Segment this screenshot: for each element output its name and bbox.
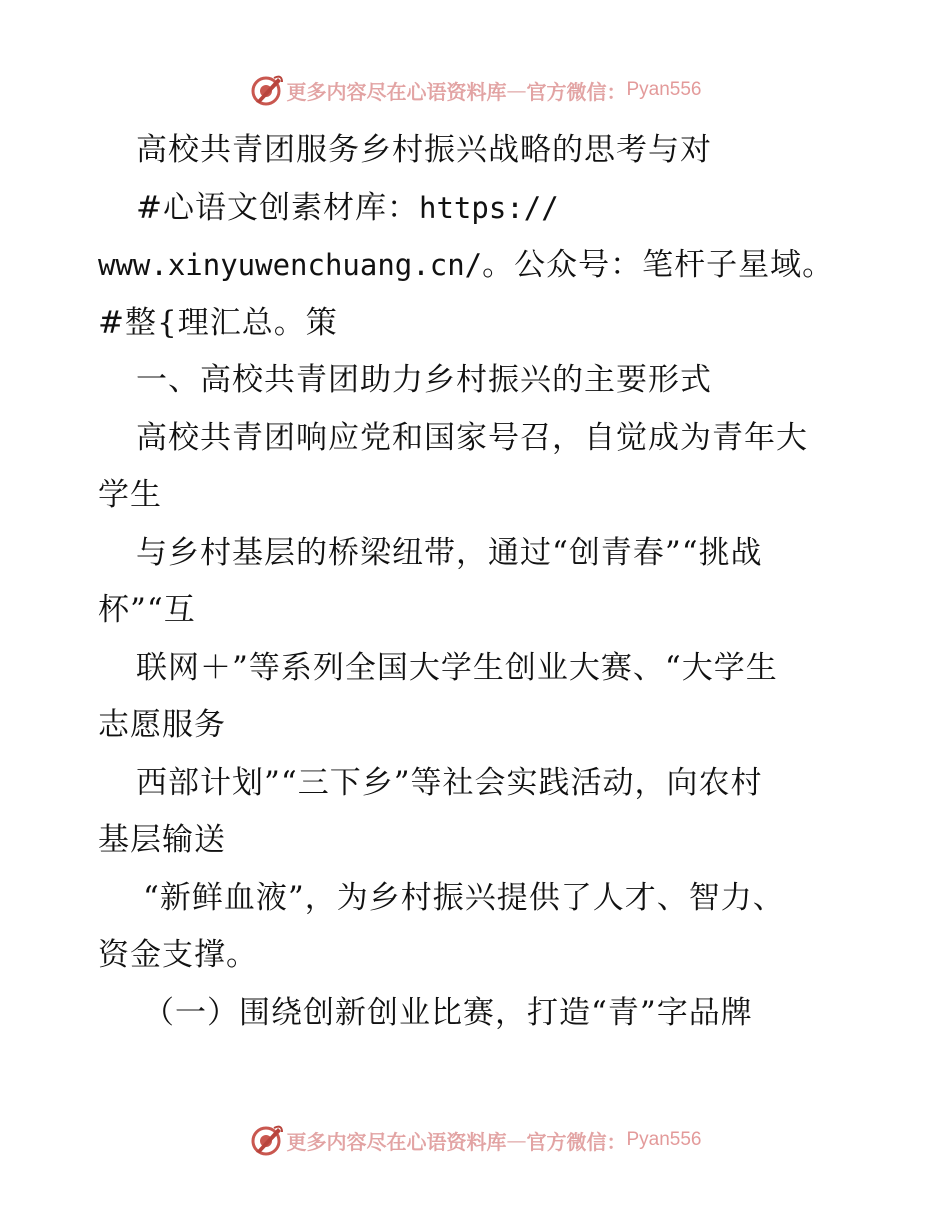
paragraph-line: 联网＋”等系列全国大学生创业大赛、“大学生 [136, 649, 778, 686]
paragraph-line: 志愿服务 [98, 707, 226, 743]
watermark-dash: — [506, 1128, 527, 1152]
section-heading: 一、高校共青团助力乡村振兴的主要形式 [136, 362, 712, 398]
quill-pen-circle-icon [248, 72, 284, 108]
quill-pen-circle-icon [248, 1122, 284, 1158]
meta-line-1-prefix: #心语文创素材库： [136, 189, 419, 226]
footer-watermark [0, 1120, 950, 1160]
watermark-wechat-label: 官方微信： [526, 1129, 627, 1154]
paragraph-line: 资金支撑。 [98, 937, 258, 973]
watermark-wechat-id: Pyan556 [626, 1129, 702, 1150]
watermark-brand-text: 更多内容尽在心语资料库 [286, 1129, 507, 1154]
paragraph-line: 学生 [98, 477, 162, 513]
meta-line-2-url: www.xinyuwenchuang.cn/ [98, 248, 483, 282]
paragraph-line: 基层输送 [98, 822, 226, 858]
paragraph-line: “新鲜血液”，为乡村振兴提供了人才、智力、 [143, 879, 785, 916]
watermark-brand-text: 更多内容尽在心语资料库 [286, 79, 507, 104]
paragraph-line: 杯”“互 [98, 592, 196, 628]
watermark-wechat-id: Pyan556 [626, 79, 702, 100]
meta-line-1-url: https:// [418, 190, 559, 225]
header-watermark [0, 70, 950, 110]
meta-line-1 [98, 180, 858, 238]
paragraph-line: 高校共青团响应党和国家号召，自觉成为青年大 [136, 419, 808, 456]
subsection-heading: （一）围绕创新创业比赛，打造“青”字品牌 [143, 994, 753, 1031]
meta-line-2-suffix: 。公众号：笔杆子星域。 [482, 247, 835, 283]
meta-line-2 [98, 237, 858, 295]
watermark-dash: — [506, 78, 527, 102]
meta-line-3: #整{理汇总。策 [98, 304, 338, 341]
paragraph-line: 西部计划”“三下乡”等社会实践活动，向农村 [136, 764, 763, 801]
watermark-wechat-label: 官方微信： [526, 79, 627, 104]
document-body [98, 122, 858, 1042]
paragraph-line: 与乡村基层的桥梁纽带，通过“创青春”“挑战 [136, 534, 763, 571]
document-title: 高校共青团服务乡村振兴战略的思考与对 [136, 132, 712, 168]
